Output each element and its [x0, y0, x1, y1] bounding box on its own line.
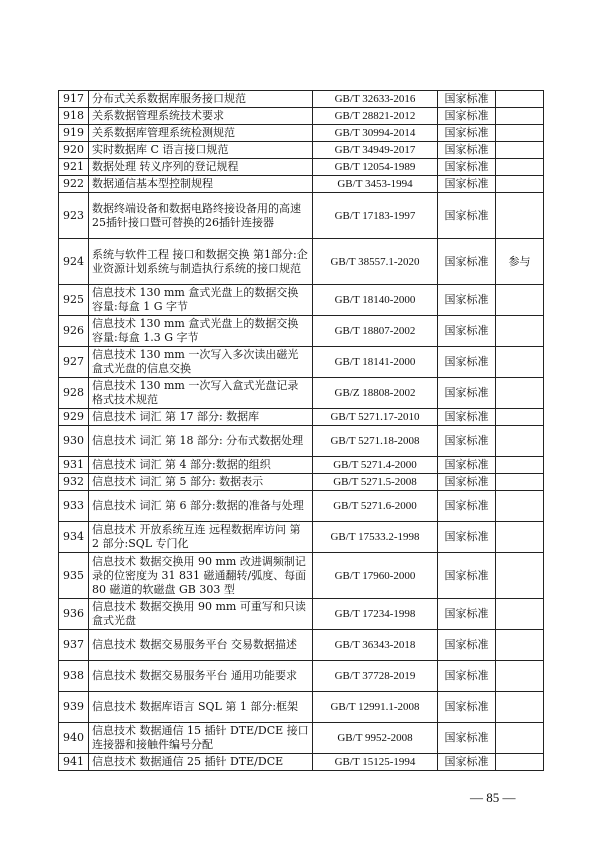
participation — [496, 723, 544, 754]
row-number: 922 — [59, 176, 89, 193]
standard-name: 信息技术 数据通信 25 插针 DTE/DCE — [89, 754, 313, 771]
row-number: 932 — [59, 474, 89, 491]
standard-type: 国家标准 — [438, 522, 496, 553]
standard-type: 国家标准 — [438, 378, 496, 409]
standard-name: 信息技术 数据交易服务平台 交易数据描述 — [89, 630, 313, 661]
standard-name: 分布式关系数据库服务接口规范 — [89, 91, 313, 108]
participation — [496, 108, 544, 125]
participation — [496, 457, 544, 474]
standard-type: 国家标准 — [438, 553, 496, 599]
row-number: 917 — [59, 91, 89, 108]
standard-type: 国家标准 — [438, 239, 496, 285]
standard-name: 信息技术 130 mm 盒式光盘上的数据交换 容量:每盒 1 G 字节 — [89, 285, 313, 316]
table-row — [59, 553, 544, 599]
standard-type: 国家标准 — [438, 159, 496, 176]
row-number: 918 — [59, 108, 89, 125]
standard-name: 信息技术 词汇 第 6 部分:数据的准备与处理 — [89, 491, 313, 522]
row-number: 936 — [59, 599, 89, 630]
row-number: 924 — [59, 239, 89, 285]
participation — [496, 347, 544, 378]
standard-code: GB/T 38557.1-2020 — [313, 239, 438, 285]
standard-code: GB/T 5271.4-2000 — [313, 457, 438, 474]
standard-type: 国家标准 — [438, 599, 496, 630]
table-row — [59, 125, 544, 142]
participation — [496, 285, 544, 316]
participation — [496, 409, 544, 426]
standard-type: 国家标准 — [438, 426, 496, 457]
standard-name: 数据通信基本型控制规程 — [89, 176, 313, 193]
standard-name: 信息技术 词汇 第 5 部分: 数据表示 — [89, 474, 313, 491]
standard-type: 国家标准 — [438, 125, 496, 142]
standard-code: GB/T 12991.1-2008 — [313, 692, 438, 723]
standard-name: 信息技术 数据通信 15 插针 DTE/DCE 接口连接器和接触件编号分配 — [89, 723, 313, 754]
standard-code: GB/T 37728-2019 — [313, 661, 438, 692]
participation — [496, 316, 544, 347]
row-number: 940 — [59, 723, 89, 754]
table-row — [59, 522, 544, 553]
table-row — [59, 409, 544, 426]
standard-type: 国家标准 — [438, 285, 496, 316]
standard-code: GB/T 28821-2012 — [313, 108, 438, 125]
standard-code: GB/Z 18808-2002 — [313, 378, 438, 409]
standard-type: 国家标准 — [438, 723, 496, 754]
table-row — [59, 378, 544, 409]
table-row — [59, 285, 544, 316]
standard-type: 国家标准 — [438, 491, 496, 522]
standard-name: 实时数据库 C 语言接口规范 — [89, 142, 313, 159]
table-row — [59, 142, 544, 159]
participation — [496, 193, 544, 239]
standard-name: 信息技术 数据交易服务平台 通用功能要求 — [89, 661, 313, 692]
standard-code: GB/T 17533.2-1998 — [313, 522, 438, 553]
standard-type: 国家标准 — [438, 630, 496, 661]
row-number: 935 — [59, 553, 89, 599]
standard-code: GB/T 32633-2016 — [313, 91, 438, 108]
participation — [496, 426, 544, 457]
row-number: 934 — [59, 522, 89, 553]
participation — [496, 754, 544, 771]
participation — [496, 378, 544, 409]
participation — [496, 553, 544, 599]
table-row — [59, 239, 544, 285]
standard-name: 信息技术 数据交换用 90 mm 可重写和只读盒式光盘 — [89, 599, 313, 630]
participation — [496, 142, 544, 159]
row-number: 937 — [59, 630, 89, 661]
participation — [496, 491, 544, 522]
table-row — [59, 457, 544, 474]
row-number: 938 — [59, 661, 89, 692]
row-number: 929 — [59, 409, 89, 426]
table-row — [59, 630, 544, 661]
row-number: 927 — [59, 347, 89, 378]
standard-type: 国家标准 — [438, 692, 496, 723]
standard-code: GB/T 9952-2008 — [313, 723, 438, 754]
standard-type: 国家标准 — [438, 754, 496, 771]
standard-code: GB/T 17183-1997 — [313, 193, 438, 239]
row-number: 928 — [59, 378, 89, 409]
standard-name: 信息技术 数据库语言 SQL 第 1 部分:框架 — [89, 692, 313, 723]
standard-code: GB/T 5271.17-2010 — [313, 409, 438, 426]
standard-name: 信息技术 130 mm 一次写入盒式光盘记录格式技术规范 — [89, 378, 313, 409]
participation — [496, 692, 544, 723]
page-number: — 85 — — [470, 790, 516, 805]
participation: 参与 — [496, 239, 544, 285]
standard-type: 国家标准 — [438, 474, 496, 491]
standard-name: 数据处理 转义序列的登记规程 — [89, 159, 313, 176]
standard-name: 关系数据库管理系统检测规范 — [89, 125, 313, 142]
standard-name: 信息技术 词汇 第 17 部分: 数据库 — [89, 409, 313, 426]
standard-code: GB/T 18141-2000 — [313, 347, 438, 378]
participation — [496, 176, 544, 193]
participation — [496, 125, 544, 142]
standard-type: 国家标准 — [438, 142, 496, 159]
standard-type: 国家标准 — [438, 347, 496, 378]
standard-code: GB/T 3453-1994 — [313, 176, 438, 193]
standard-code: GB/T 18807-2002 — [313, 316, 438, 347]
participation — [496, 599, 544, 630]
table-row — [59, 108, 544, 125]
standard-name: 关系数据管理系统技术要求 — [89, 108, 313, 125]
standard-type: 国家标准 — [438, 176, 496, 193]
row-number: 939 — [59, 692, 89, 723]
row-number: 920 — [59, 142, 89, 159]
standard-type: 国家标准 — [438, 108, 496, 125]
standard-code: GB/T 36343-2018 — [313, 630, 438, 661]
row-number: 925 — [59, 285, 89, 316]
standards-table-body — [59, 91, 544, 771]
table-row — [59, 176, 544, 193]
table-row — [59, 193, 544, 239]
standard-code: GB/T 5271.5-2008 — [313, 474, 438, 491]
row-number: 933 — [59, 491, 89, 522]
table-row — [59, 426, 544, 457]
standard-type: 国家标准 — [438, 661, 496, 692]
table-row — [59, 159, 544, 176]
row-number: 930 — [59, 426, 89, 457]
table-row — [59, 91, 544, 108]
standard-type: 国家标准 — [438, 91, 496, 108]
participation — [496, 522, 544, 553]
row-number: 921 — [59, 159, 89, 176]
participation — [496, 91, 544, 108]
participation — [496, 474, 544, 491]
participation — [496, 630, 544, 661]
standard-code: GB/T 34949-2017 — [313, 142, 438, 159]
standard-type: 国家标准 — [438, 193, 496, 239]
table-row — [59, 692, 544, 723]
row-number: 941 — [59, 754, 89, 771]
standards-table — [58, 90, 544, 771]
row-number: 926 — [59, 316, 89, 347]
standard-name: 信息技术 开放系统互连 远程数据库访问 第 2 部分:SQL 专门化 — [89, 522, 313, 553]
standard-name: 信息技术 词汇 第 18 部分: 分布式数据处理 — [89, 426, 313, 457]
row-number: 919 — [59, 125, 89, 142]
standard-name: 信息技术 130 mm 盒式光盘上的数据交换容量:每盒 1.3 G 字节 — [89, 316, 313, 347]
standard-name: 信息技术 词汇 第 4 部分:数据的组织 — [89, 457, 313, 474]
standard-type: 国家标准 — [438, 409, 496, 426]
participation — [496, 661, 544, 692]
standard-code: GB/T 18140-2000 — [313, 285, 438, 316]
standard-code: GB/T 5271.6-2000 — [313, 491, 438, 522]
standard-name: 数据终端设备和数据电路终接设备用的高速25插针接口暨可替换的26插针连接器 — [89, 193, 313, 239]
standard-code: GB/T 5271.18-2008 — [313, 426, 438, 457]
table-row — [59, 491, 544, 522]
table-row — [59, 474, 544, 491]
standard-type: 国家标准 — [438, 457, 496, 474]
standard-name: 信息技术 数据交换用 90 mm 改进调频制记录的位密度为 31 831 磁通翻转/弧度、每面 80 磁道的软磁盘 GB 303 型 — [89, 553, 313, 599]
standard-name: 信息技术 130 mm 一次写入多次读出磁光盒式光盘的信息交换 — [89, 347, 313, 378]
table-row — [59, 723, 544, 754]
standard-name: 系统与软件工程 接口和数据交换 第1部分:企业资源计划系统与制造执行系统的接口规范 — [89, 239, 313, 285]
table-row — [59, 316, 544, 347]
row-number: 931 — [59, 457, 89, 474]
table-row — [59, 661, 544, 692]
standard-code: GB/T 12054-1989 — [313, 159, 438, 176]
standard-type: 国家标准 — [438, 316, 496, 347]
standard-code: GB/T 30994-2014 — [313, 125, 438, 142]
table-row — [59, 754, 544, 771]
standard-code: GB/T 17960-2000 — [313, 553, 438, 599]
participation — [496, 159, 544, 176]
table-row — [59, 599, 544, 630]
row-number: 923 — [59, 193, 89, 239]
standard-code: GB/T 15125-1994 — [313, 754, 438, 771]
table-row — [59, 347, 544, 378]
standard-code: GB/T 17234-1998 — [313, 599, 438, 630]
